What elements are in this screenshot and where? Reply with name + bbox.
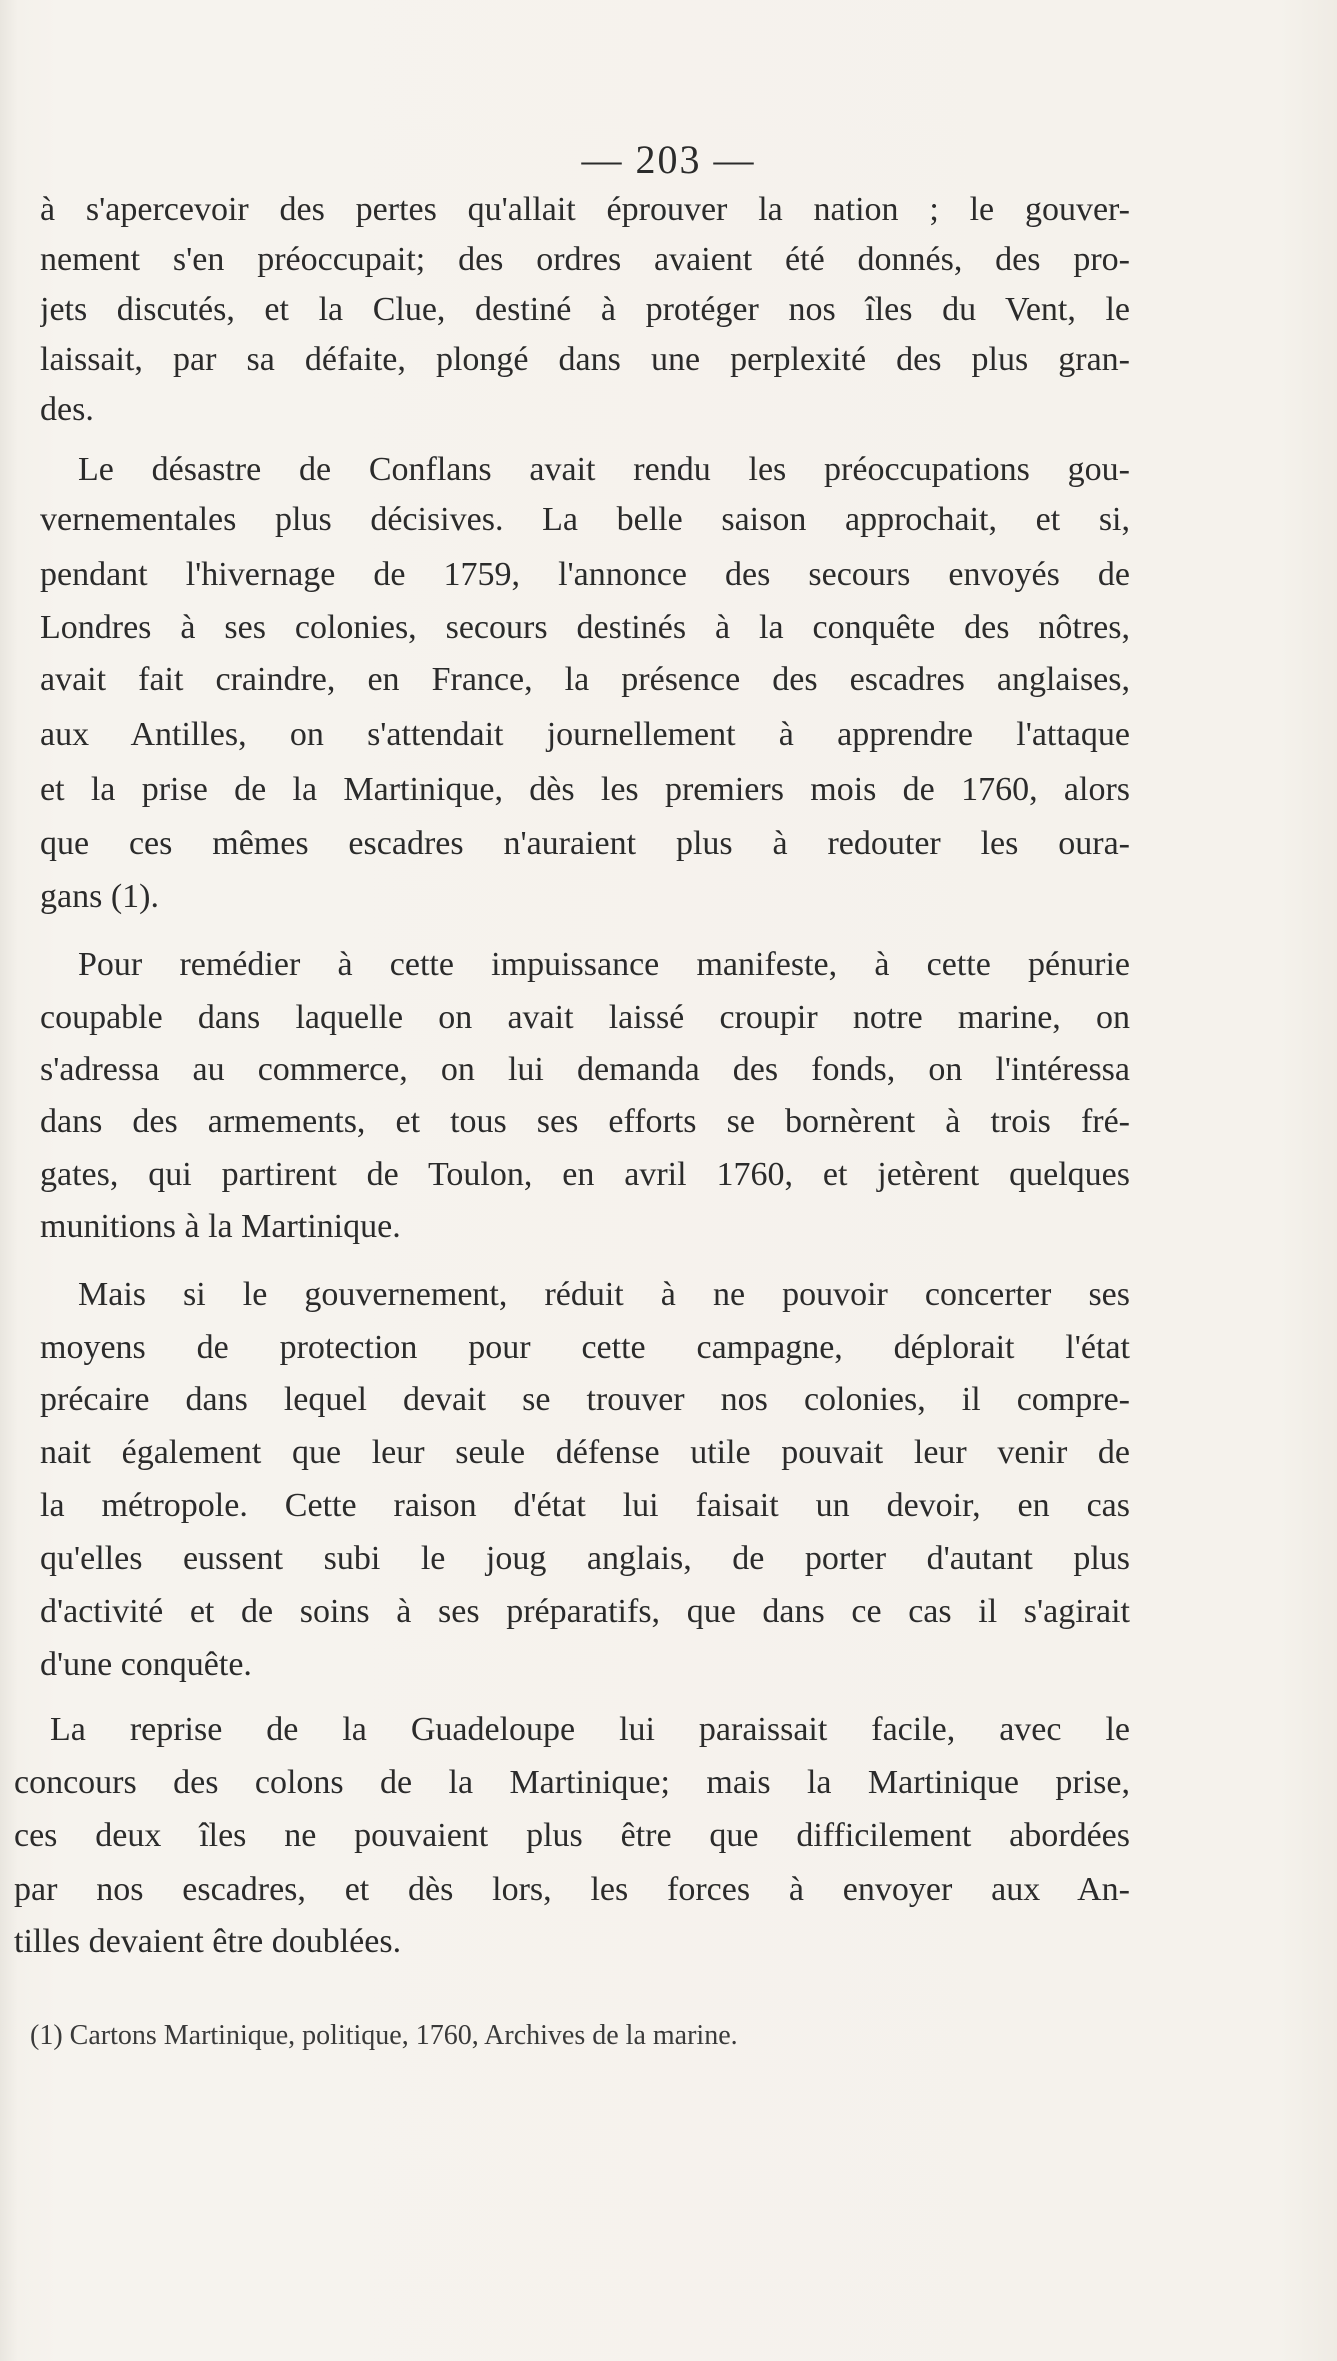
text-line: Le désastre de Conflans avait rendu les préoccupations gou-: [78, 451, 1130, 488]
text-line: aux Antilles, on s'attendait journellement à apprendre l'attaque: [40, 716, 1130, 753]
text-line: que ces mêmes escadres n'auraient plus à redouter les oura-: [40, 825, 1130, 862]
text-line: qu'elles eussent subi le joug anglais, de porter d'autant plus: [40, 1540, 1130, 1577]
footnote: (1) Cartons Martinique, politique, 1760, Archives de la marine.: [30, 2020, 738, 2051]
text-line: dans des armements, et tous ses efforts se bornèrent à trois fré-: [40, 1103, 1130, 1140]
text-line: d'activité et de soins à ses préparatifs, que dans ce cas il s'agirait: [40, 1593, 1130, 1630]
text-line: tilles devaient être doublées.: [14, 1923, 402, 1960]
text-line: Pour remédier à cette impuissance manifeste, à cette pénurie: [78, 946, 1130, 983]
text-line: Mais si le gouvernement, réduit à ne pouvoir concerter ses: [78, 1276, 1130, 1313]
text-line: s'adressa au commerce, on lui demanda des fonds, on l'intéressa: [40, 1051, 1130, 1088]
text-line: coupable dans laquelle on avait laissé croupir notre marine, on: [40, 999, 1130, 1036]
text-line: à s'apercevoir des pertes qu'allait éprouver la nation ; le gouver-: [40, 191, 1130, 228]
text-line: nement s'en préoccupait; des ordres avaient été donnés, des pro-: [40, 241, 1130, 278]
text-line: pendant l'hivernage de 1759, l'annonce des secours envoyés de: [40, 556, 1130, 593]
text-line: vernementales plus décisives. La belle saison approchait, et si,: [40, 501, 1130, 538]
text-line: d'une conquête.: [40, 1646, 252, 1683]
text-line: concours des colons de la Martinique; mais la Martinique prise,: [14, 1764, 1130, 1801]
page-number: — 203 —: [581, 137, 756, 182]
text-line: la métropole. Cette raison d'état lui faisait un devoir, en cas: [40, 1487, 1130, 1524]
text-line: ces deux îles ne pouvaient plus être que difficilement abordées: [14, 1817, 1130, 1854]
text-line: des.: [40, 391, 94, 428]
text-line: moyens de protection pour cette campagne, déplorait l'état: [40, 1329, 1130, 1366]
text-line: et la prise de la Martinique, dès les premiers mois de 1760, alors: [40, 771, 1130, 808]
text-line: munitions à la Martinique.: [40, 1208, 401, 1245]
text-line: Londres à ses colonies, secours destinés à la conquête des nôtres,: [40, 609, 1130, 646]
text-line: précaire dans lequel devait se trouver nos colonies, il compre-: [40, 1381, 1130, 1418]
text-line: nait également que leur seule défense utile pouvait leur venir de: [40, 1434, 1130, 1471]
text-line: avait fait craindre, en France, la présence des escadres anglaises,: [40, 661, 1130, 698]
text-line: laissait, par sa défaite, plongé dans une perplexité des plus gran-: [40, 341, 1130, 378]
text-line: gans (1).: [40, 878, 159, 915]
text-line: par nos escadres, et dès lors, les forces à envoyer aux An-: [14, 1871, 1130, 1908]
text-line: La reprise de la Guadeloupe lui paraissait facile, avec le: [50, 1711, 1130, 1748]
text-line: jets discutés, et la Clue, destiné à protéger nos îles du Vent, le: [40, 291, 1130, 328]
text-line: gates, qui partirent de Toulon, en avril 1760, et jetèrent quelques: [40, 1156, 1130, 1193]
